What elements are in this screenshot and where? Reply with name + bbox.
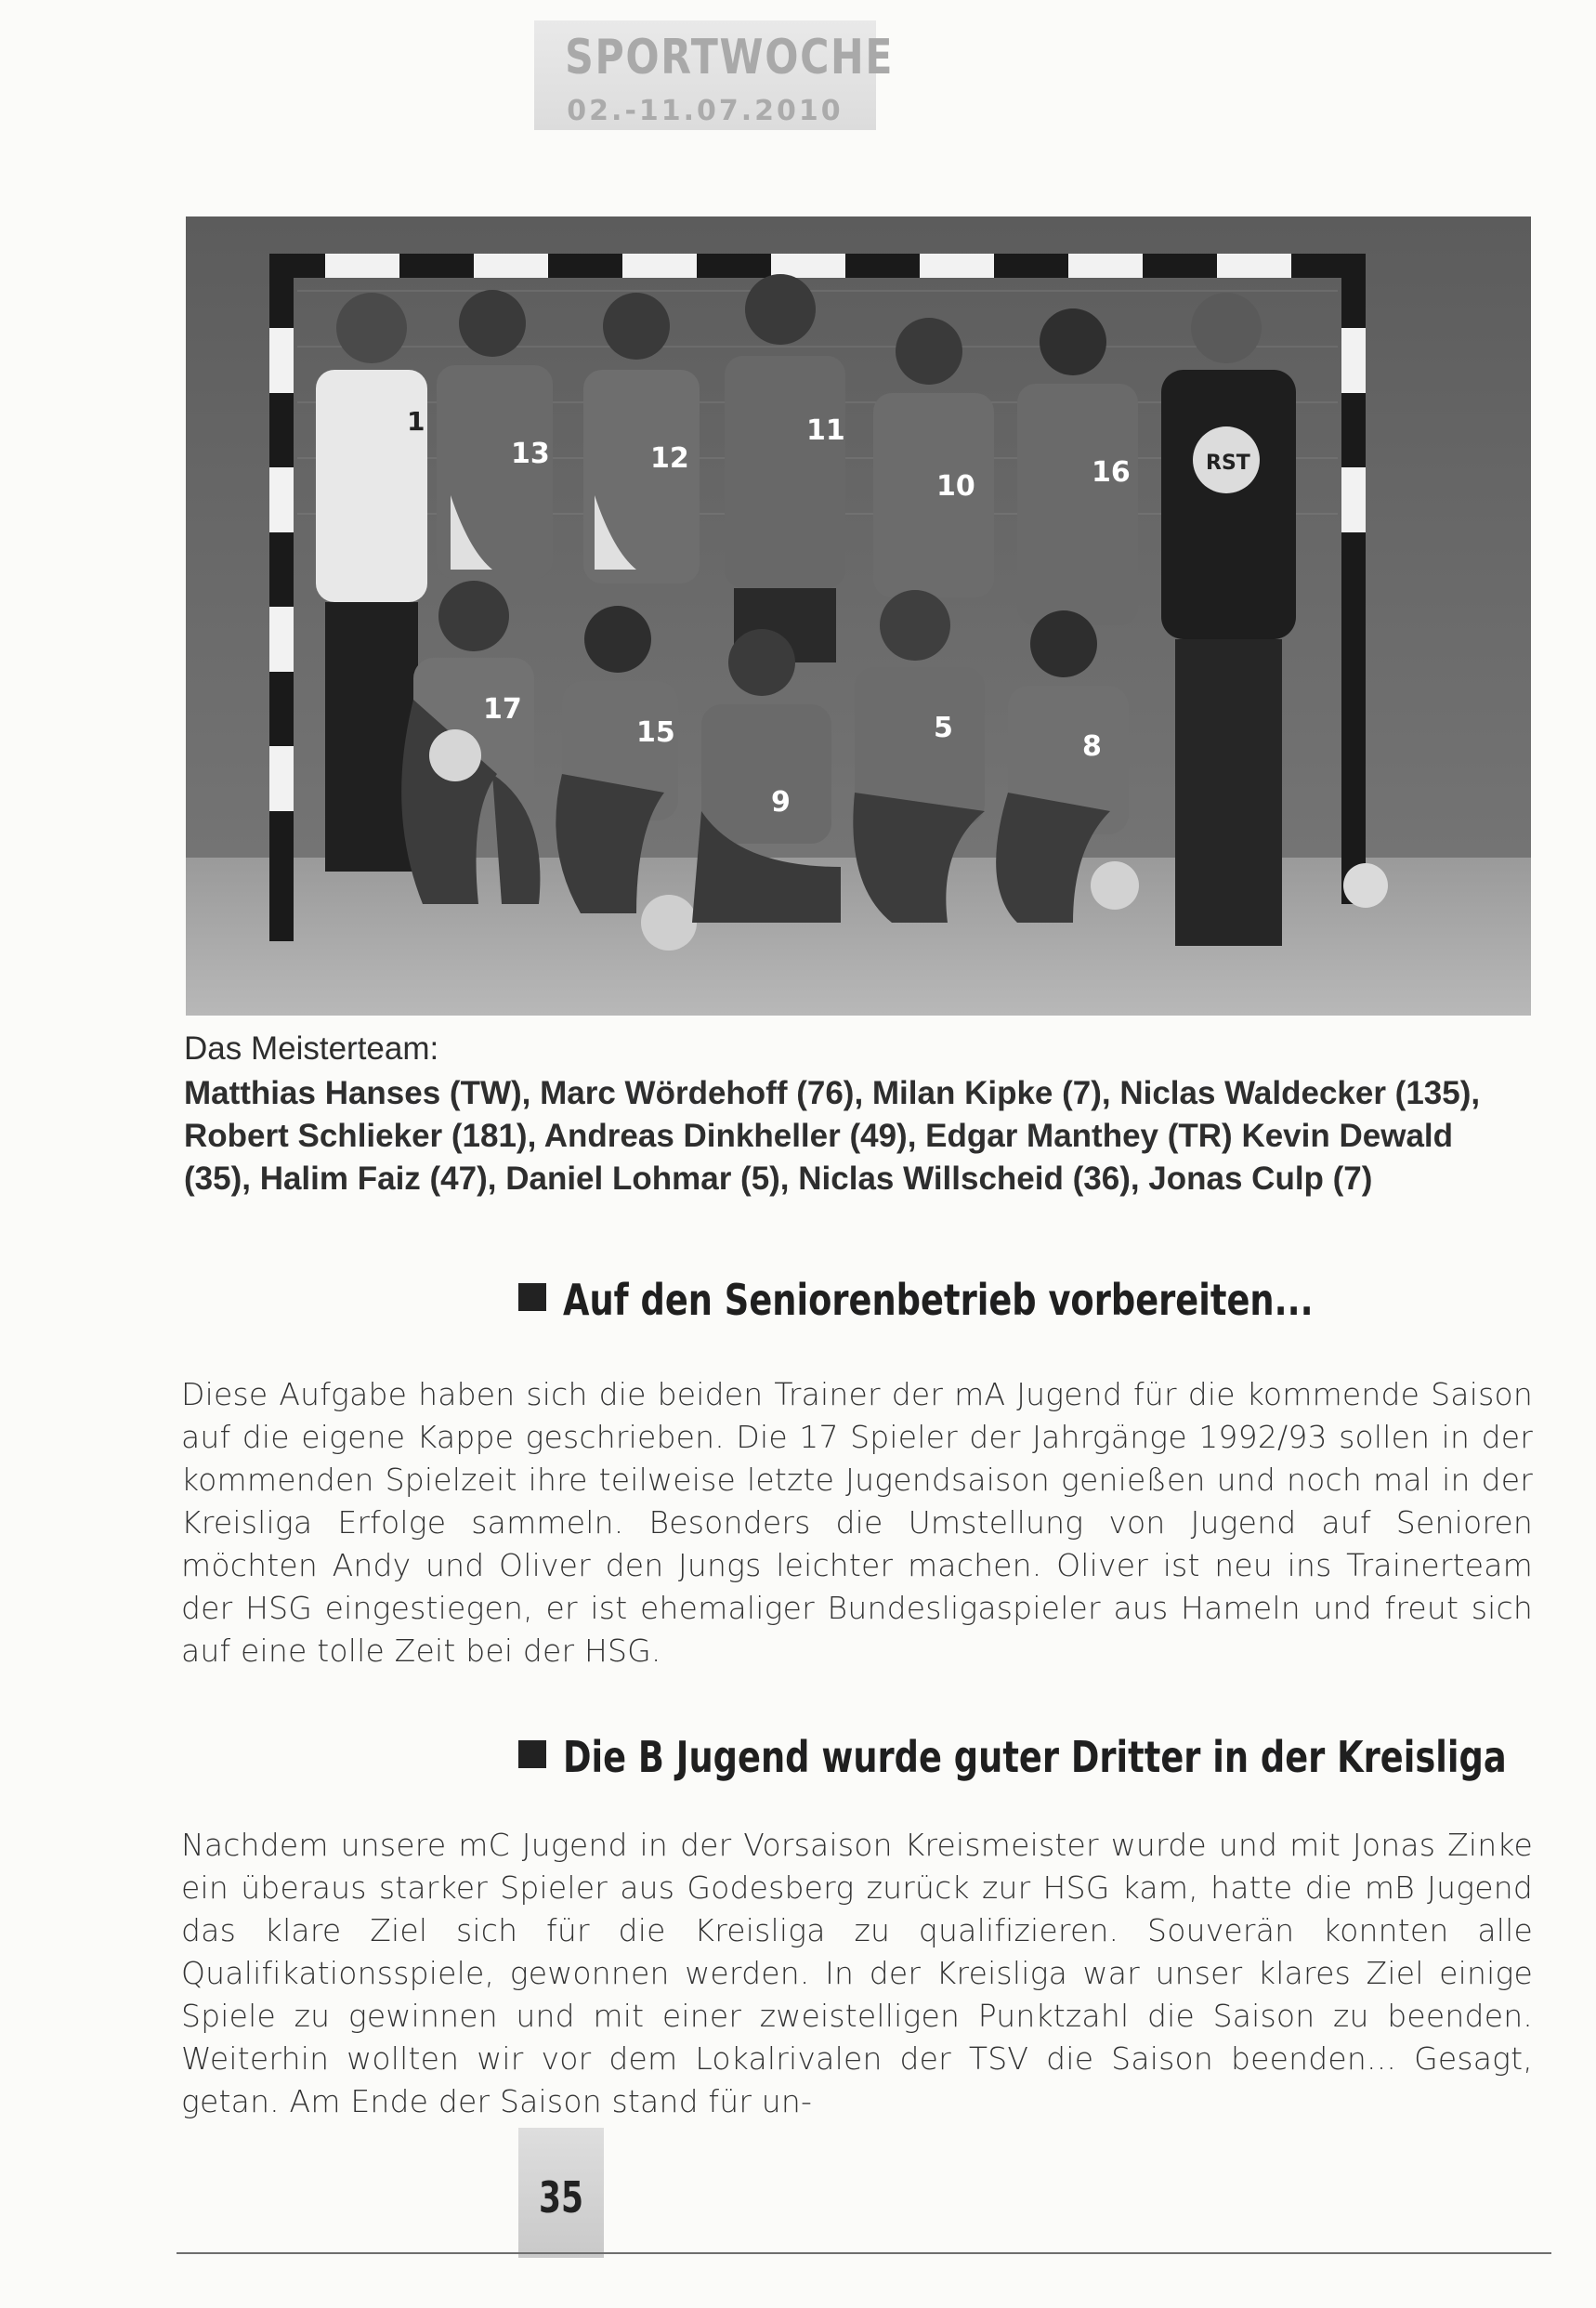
- magazine-title: SPORTWOCHE: [565, 30, 895, 85]
- page-number: 35: [538, 2172, 583, 2223]
- section-heading: [518, 1275, 1559, 1325]
- svg-text:RST: RST: [1206, 452, 1250, 475]
- square-bullet-icon: [518, 1283, 546, 1311]
- issue-date: 02.-11.07.2010: [567, 95, 844, 127]
- svg-text:1: 1: [407, 406, 425, 437]
- article-paragraph: Diese Aufgabe haben sich die beiden Trainer der mA Jugend für die kommende Saison auf die eigene Kappe geschrieben. Die 17 Spieler der Jahrgänge 1992/93 sollen in der kommenden Spielzeit ihre teilweise letzte Jugendsaison genießen und noch mal in der Kreisliga Erfolge sammeln. Besonders die Umstellung von Jugend auf Senioren möchten Andy und Oliver den Jungs leichter machen. Oliver ist neu ins Trainerteam der HSG eingestiegen, er ist ehemaliger Bundesligaspieler aus Hameln und freut sich auf eine tolle Zeit bei der HSG.: [181, 1376, 1533, 1669]
- article-paragraph: Nachdem unsere mC Jugend in der Vorsaison Kreismeister wurde und mit Jonas Zinke ein überaus starker Spieler aus Godesberg zurück zur HSG kam, hatte die mB Jugend das klare Ziel sich für die Kreisliga zu qualifizieren. Souverän konnten alle Qualifikationsspiele, gewonnen werden. In der Kreisliga war unser klares Ziel einige Spiele zu gewinnen und mit einer zweistelligen Punktzahl die Saison zu beenden. Weiterhin wollten wir vor dem Lokalrivalen der TSV die Saison beenden... Gesagt, getan. Am Ende der Saison stand für un-: [181, 1827, 1533, 2119]
- svg-text:16: 16: [1092, 456, 1131, 489]
- photo-caption: [184, 1028, 1540, 1200]
- svg-text:8: 8: [1082, 730, 1102, 763]
- svg-text:15: 15: [636, 716, 675, 749]
- page-number-tab: [518, 2128, 604, 2258]
- caption-names-line: Robert Schlieker (181), Andreas Dinkheller (49), Edgar Manthey (TR) Kevin Dewald: [184, 1118, 1454, 1154]
- svg-text:12: 12: [650, 442, 689, 475]
- svg-text:9: 9: [771, 786, 791, 819]
- magazine-header: [534, 20, 895, 130]
- section-heading-text: Die B Jugend wurde guter Dritter in der Kreisliga: [563, 1732, 1507, 1782]
- caption-title: Das Meisterteam:: [184, 1030, 439, 1067]
- footer-rule: [177, 2252, 1551, 2254]
- svg-text:5: 5: [934, 712, 953, 744]
- section-heading: [518, 1732, 1559, 1782]
- caption-names-line: Matthias Hanses (TW), Marc Wördehoff (76), Milan Kipke (7), Niclas Waldecker (135),: [184, 1075, 1481, 1111]
- section-heading-text: Auf den Seniorenbetrieb vorbereiten...: [563, 1275, 1314, 1325]
- svg-text:17: 17: [483, 693, 522, 726]
- svg-text:11: 11: [806, 414, 845, 447]
- team-photo: [186, 216, 1531, 1016]
- svg-text:13: 13: [511, 438, 550, 470]
- square-bullet-icon: [518, 1740, 546, 1768]
- svg-text:10: 10: [936, 470, 975, 503]
- caption-names-line: (35), Halim Faiz (47), Daniel Lohmar (5), Niclas Willscheid (36), Jonas Culp (7): [184, 1161, 1373, 1197]
